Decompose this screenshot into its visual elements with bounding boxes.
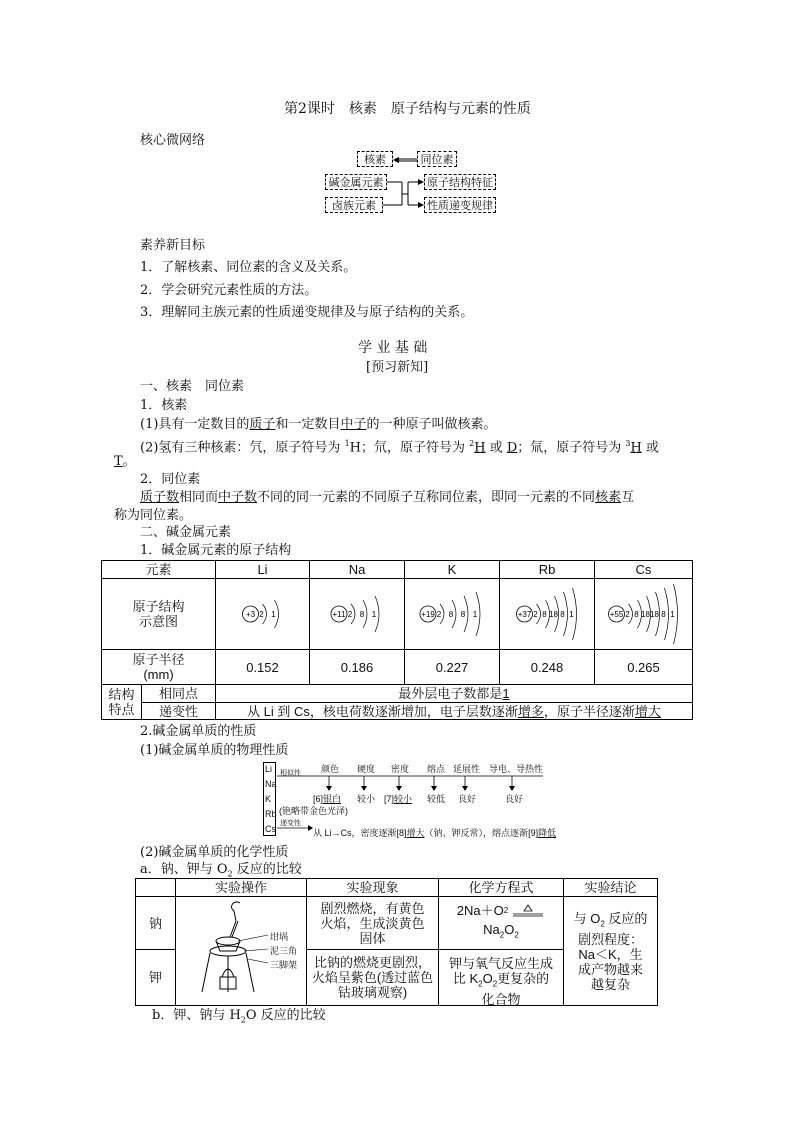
prop-melting: 熔点 xyxy=(427,764,446,774)
goal-2: 2．学会研究元素性质的方法。 xyxy=(140,283,318,298)
t2-header-op: 实验操作 xyxy=(175,878,307,897)
part2-h2b: (2)碱金属单质的化学性质 xyxy=(140,845,289,860)
phys-arrows xyxy=(263,762,563,840)
shell-electron-count: 1 xyxy=(472,610,478,619)
goals-heading: 素养新目标 xyxy=(140,238,206,253)
t2-header-phen: 实验现象 xyxy=(306,878,439,897)
part2-h2c: a．钠、钾与 $O_2$ 反应的比较 xyxy=(140,862,302,879)
physical-property-diagram xyxy=(263,762,563,840)
metal-cs: Cs xyxy=(265,824,276,834)
section-subtitle: [预习新知] xyxy=(366,360,429,375)
t2-na-phen: 剧烈燃烧，有黄色火焰，生成淡黄色固体 xyxy=(306,896,439,950)
trend-label: 递变性 xyxy=(280,820,301,827)
row-label-diff: 递变性 xyxy=(141,702,216,720)
shell-electron-count: 18 xyxy=(641,610,650,619)
prop-hardness: 硬度 xyxy=(357,764,376,774)
val-density: [7]较小 xyxy=(384,794,413,804)
prop-density: 密度 xyxy=(391,764,410,774)
table-header-k: K xyxy=(404,560,500,579)
node-isotope: 同位素 xyxy=(417,151,457,167)
shell-electron-count: 8 xyxy=(560,610,565,619)
val-color: [6]银白 xyxy=(313,794,342,804)
t2-row-na: 钠 xyxy=(135,896,176,950)
val-ductility: 良好 xyxy=(458,794,477,804)
shell-electron-count: 1 xyxy=(670,610,675,619)
trend-text: 从 Li→Cs，密度逐渐[8]增大（钠、钾反常），熔点逐渐[9]降低 xyxy=(313,828,557,838)
shell-electron-count: 8 xyxy=(542,610,547,619)
network-heading: 核心微网络 xyxy=(140,133,206,148)
part1-line2: (2)氢有三种核素：氕，原子符号为 $^1$H；氘，原子符号为 $^2$H 或 D；氚，原子符号为 $^3$H 或 xyxy=(140,439,659,456)
part2-h3: b．钾、钠与 $H_2O$ 反应的比较 xyxy=(152,1008,326,1025)
shell-electron-count: 8 xyxy=(634,610,639,619)
part1-h2: 2．同位素 xyxy=(140,472,201,487)
shell-electron-count: 8 xyxy=(359,610,365,619)
table-header-rb: Rb xyxy=(499,560,595,579)
prop-ductility: 延展性 xyxy=(453,764,481,774)
t2-k-phen: 比钠的燃烧更剧烈，火焰呈紫色(透过蓝色钴玻璃观察) xyxy=(306,949,439,1006)
cesium-note: (铯略带金色光泽) xyxy=(279,806,348,816)
part1-h1: 1．核素 xyxy=(140,398,188,413)
shell-electron-count: 1 xyxy=(371,610,377,619)
val-hardness: 较小 xyxy=(357,794,376,804)
same-text: 最外层电子数都是 1 xyxy=(215,684,693,703)
metal-k: K xyxy=(265,794,272,804)
node-alkali: 碱金属元素 xyxy=(325,174,387,190)
apparatus-tripod: 三脚架 xyxy=(270,960,298,970)
shell-electron-count: 2 xyxy=(625,610,630,619)
shell-electron-count: 8 xyxy=(448,610,454,619)
table-header-na: Na xyxy=(309,560,405,579)
nucleus-charge: +11 xyxy=(332,610,346,619)
similar-label: 相似性 xyxy=(280,770,301,777)
part2-h1: 1．碱金属元素的原子结构 xyxy=(140,543,292,558)
shell-electron-count: 1 xyxy=(569,610,574,619)
shell-electron-count: 18 xyxy=(549,610,558,619)
part1-line2b: T。 xyxy=(114,454,136,469)
table-header-element: 元素 xyxy=(101,560,216,579)
shell-electron-count: 1 xyxy=(271,610,276,619)
nucleus-charge: +3 xyxy=(245,610,256,619)
part1-line1: (1)具有一定数目的质子和一定数目中子的一种原子叫做核素。 xyxy=(140,417,497,432)
node-nuclide: 核素 xyxy=(357,151,393,167)
section-title: 学 业 基 础 xyxy=(358,340,428,356)
radius-rb: 0.248 xyxy=(499,649,595,685)
goal-3: 3．理解同主族元素的性质递变规律及与原子结构的关系。 xyxy=(140,305,474,320)
t2-row-k: 钾 xyxy=(135,949,176,1006)
row-label-feature: 结构特点 xyxy=(101,684,142,720)
part2-h2: 2.碱金属单质的性质 xyxy=(140,724,257,739)
t2-k-eq: 钾与氧气反应生成比 $K_2O_2$更复杂的化合物 xyxy=(438,949,564,1006)
t2-corner xyxy=(135,878,176,897)
node-halogen: 卤族元素 xyxy=(325,197,383,213)
metal-li: Li xyxy=(265,764,273,774)
shell-electron-count: 18 xyxy=(650,610,659,619)
table-header-cs: Cs xyxy=(594,560,693,579)
page-title: 第2课时 核素 原子结构与元素的性质 xyxy=(284,101,531,117)
val-melting: 较低 xyxy=(427,794,446,804)
nucleus-charge: +19 xyxy=(421,610,435,619)
shell-electron-count: 2 xyxy=(436,610,442,619)
radius-li: 0.152 xyxy=(215,649,310,685)
shell-electron-count: 2 xyxy=(259,610,264,619)
radius-k: 0.227 xyxy=(404,649,500,685)
table-header-li: Li xyxy=(215,560,310,579)
prop-color: 颜色 xyxy=(321,764,340,774)
radius-cs: 0.265 xyxy=(594,649,693,685)
radius-na: 0.186 xyxy=(309,649,405,685)
part2-h2a: (1)碱金属单质的物理性质 xyxy=(140,743,289,758)
shell-electron-count: 2 xyxy=(347,610,353,619)
t2-na-eq: 2Na＋O 2 $Na_2O_2$ xyxy=(438,896,564,950)
metal-rb: Rb xyxy=(265,809,277,819)
val-conductivity: 良好 xyxy=(505,794,524,804)
node-structure: 原子结构特征 xyxy=(424,174,496,190)
part2-heading: 二、碱金属元素 xyxy=(140,525,232,540)
shell-electron-count: 8 xyxy=(460,610,466,619)
t2-conclusion: 与 $O_2$ 反应的剧烈程度：Na＜K，生成产物越来越复杂 xyxy=(563,896,658,1006)
part1-line4: 称为同位素。 xyxy=(114,508,193,523)
shell-electron-count: 8 xyxy=(661,610,666,619)
goal-1: 1．了解核素、同位素的含义及关系。 xyxy=(140,260,357,275)
apparatus-crucible: 坩埚 xyxy=(270,932,289,942)
apparatus-triangle: 泥三角 xyxy=(270,946,298,956)
shell-electron-count: 2 xyxy=(533,610,538,619)
prop-conductivity: 导电、导热性 xyxy=(489,764,544,774)
row-label-radius: 原子半径(mm) xyxy=(101,649,216,685)
nucleus-charge: +37 xyxy=(517,610,532,619)
t2-header-conc: 实验结论 xyxy=(563,878,658,897)
part1-heading: 一、核素 同位素 xyxy=(140,379,245,394)
diff-text: 从 Li 到 Cs，核电荷数逐渐增加，电子层数逐渐 增多 ，原子半径逐渐 增大 xyxy=(215,702,693,720)
row-label-diagram: 原子结构示意图 xyxy=(101,578,216,650)
row-label-same: 相同点 xyxy=(141,684,216,703)
part1-line3: 质子数相同而中子数不同的同一元素的不同原子互称同位素，即同一元素的不同核素互 xyxy=(140,490,635,505)
metal-na: Na xyxy=(265,779,277,789)
t2-header-eq: 化学方程式 xyxy=(438,878,564,897)
node-property: 性质递变规律 xyxy=(424,197,496,213)
delta-arrow xyxy=(511,904,545,918)
nucleus-charge: +55 xyxy=(609,610,624,619)
